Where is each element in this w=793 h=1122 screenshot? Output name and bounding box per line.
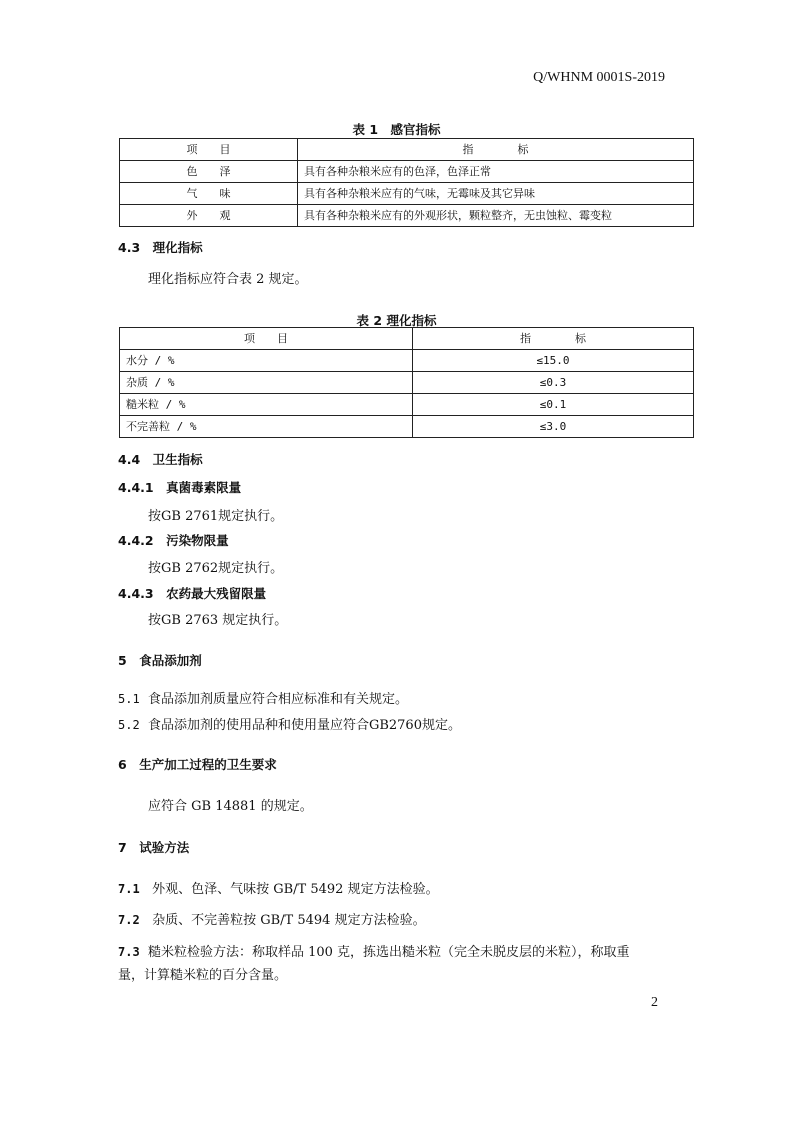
table-header-row: [120, 328, 694, 350]
clause-number: 7.3: [118, 945, 140, 959]
table-cell: ≤0.1: [413, 394, 694, 416]
table-cell: 水分 / %: [120, 350, 413, 372]
section-4-4-heading: 4.4 卫生指标: [118, 452, 203, 467]
table-cell: 外 观: [120, 205, 298, 227]
section-5-heading: 5 食品添加剂: [118, 653, 202, 668]
table-row: [120, 161, 694, 183]
section-7-3: [118, 941, 630, 960]
table-cell: 气 味: [120, 183, 298, 205]
clause-text: 杂质、不完善粒按 GB/T 5494 规定方法检验。: [152, 913, 426, 928]
table-row: [120, 350, 694, 372]
section-7-heading: 7 试验方法: [118, 840, 190, 855]
table-header-row: [120, 139, 694, 161]
clause-text: 糙米粒检验方法：称取样品 100 克，拣选出糙米粒（完全未脱皮层的米粒），称取重: [147, 945, 630, 960]
table-row: [120, 205, 694, 227]
section-7-2: [118, 909, 426, 928]
section-4-4-2-text: 按GB 2762规定执行。: [148, 561, 284, 576]
table-cell: 糙米粒 / %: [120, 394, 413, 416]
table-header: 项 目: [120, 139, 298, 161]
table-header: 项 目: [120, 328, 413, 350]
table2-caption: 表 2 理化指标: [356, 313, 437, 328]
table-cell: 具有各种杂粮米应有的外观形状，颗粒整齐，无虫蚀粒、霉变粒: [298, 205, 694, 227]
document-code: Q/WHNM 0001S-2019: [533, 70, 665, 85]
section-4-4-3-heading: 4.4.3 农药最大残留限量: [118, 586, 267, 601]
table1-sensory: [119, 138, 694, 227]
clause-text: 外观、色泽、气味按 GB/T 5492 规定方法检验。: [152, 882, 439, 897]
section-6-heading: 6 生产加工过程的卫生要求: [118, 757, 277, 772]
section-5-2: [118, 714, 461, 733]
table-header: 指 标: [298, 139, 694, 161]
table-header: 指 标: [413, 328, 694, 350]
section-4-4-2-heading: 4.4.2 污染物限量: [118, 533, 229, 548]
section-4-4-1-heading: 4.4.1 真菌毒素限量: [118, 480, 242, 495]
section-7-1: [118, 878, 439, 897]
page-number: 2: [651, 995, 658, 1010]
clause-text: 食品添加剂质量应符合相应标准和有关规定。: [147, 692, 408, 707]
table-row: [120, 394, 694, 416]
table-cell: ≤3.0: [413, 416, 694, 438]
clause-number: 7.1: [118, 882, 140, 896]
clause-number: 5.1: [118, 692, 140, 706]
table-cell: 杂质 / %: [120, 372, 413, 394]
clause-number: 7.2: [118, 913, 140, 927]
section-4-4-1-text: 按GB 2761规定执行。: [148, 509, 284, 524]
table-row: [120, 372, 694, 394]
table-row: [120, 183, 694, 205]
clause-text: 食品添加剂的使用品种和使用量应符合GB2760规定。: [147, 718, 461, 733]
section-5-1: [118, 688, 408, 707]
table-cell: 具有各种杂粮米应有的气味，无霉味及其它异味: [298, 183, 694, 205]
section-4-4-3-text: 按GB 2763 规定执行。: [148, 613, 288, 628]
section-4-3-heading: 4.3 理化指标: [118, 240, 203, 255]
clause-number: 5.2: [118, 718, 140, 732]
section-6-text: 应符合 GB 14881 的规定。: [148, 799, 313, 814]
table-cell: 色 泽: [120, 161, 298, 183]
table1-caption: 表 1 感官指标: [352, 122, 441, 137]
table-cell: ≤0.3: [413, 372, 694, 394]
table-cell: ≤15.0: [413, 350, 694, 372]
table-row: [120, 416, 694, 438]
table-cell: 不完善粒 / %: [120, 416, 413, 438]
section-4-3-text: 理化指标应符合表 2 规定。: [148, 272, 308, 287]
table-cell: 具有各种杂粮米应有的色泽，色泽正常: [298, 161, 694, 183]
section-7-3-continuation: 量，计算糙米粒的百分含量。: [118, 968, 288, 983]
table2-physicochemical: [119, 327, 694, 438]
